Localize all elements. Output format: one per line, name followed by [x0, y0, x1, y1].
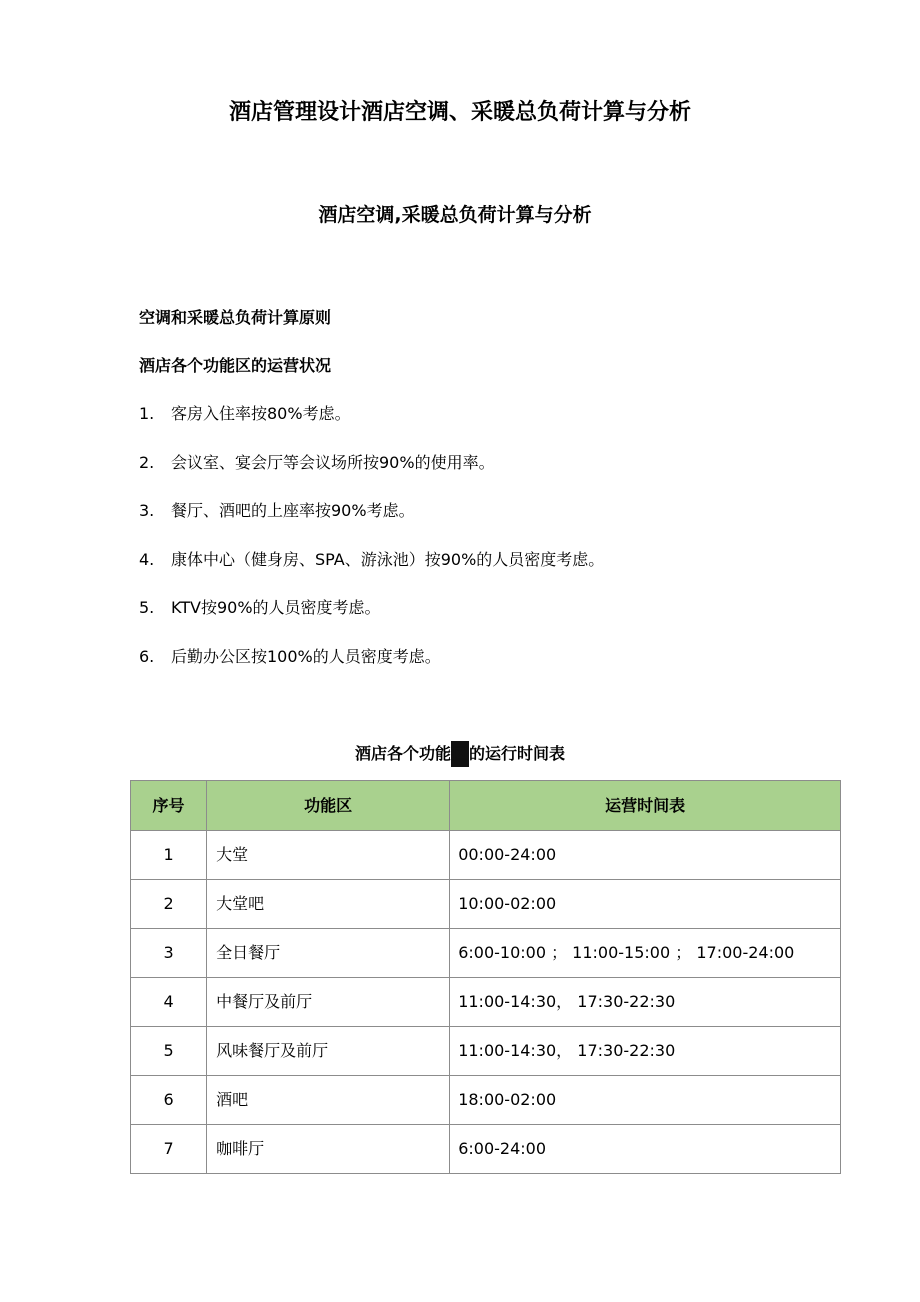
cell-time: 11:00-14:30， 17:30-22:30 [450, 1027, 841, 1076]
document-subtitle: 酒店空调,采暖总负荷计算与分析 [318, 204, 592, 226]
cell-area: 酒吧 [207, 1076, 450, 1125]
list-item-number: 3. [139, 501, 155, 521]
header-seq: 序号 [131, 781, 207, 831]
list-item-text: 后勤办公区按100%的人员密度考虑。 [171, 646, 441, 666]
table-row [131, 1125, 841, 1174]
document-title: 酒店管理设计酒店空调、采暖总负荷计算与分析 [228, 100, 691, 125]
cell-seq: 1 [131, 831, 207, 880]
operations-heading: 酒店各个功能区的运营状况 [139, 356, 332, 375]
list-item-text: 餐厅、酒吧的上座率按90%考虑。 [171, 501, 415, 521]
header-area: 功能区 [207, 781, 450, 831]
table-row [131, 1027, 841, 1076]
list-item-number: 2. [139, 452, 155, 472]
caption-text-end: 的运行时间表 [469, 744, 566, 763]
list-item-text: KTV按90%的人员密度考虑。 [171, 598, 381, 618]
cell-area: 中餐厅及前厅 [207, 978, 450, 1027]
list-item-number: 6. [139, 646, 155, 666]
cell-area: 风味餐厅及前厅 [207, 1027, 450, 1076]
cell-seq: 2 [131, 880, 207, 929]
cell-seq: 3 [131, 929, 207, 978]
operations-list [139, 402, 604, 694]
list-item-text: 客房入住率按80%考虑。 [171, 404, 351, 423]
table-row [131, 1076, 841, 1125]
cell-seq: 7 [131, 1125, 207, 1174]
cell-time: 6:00-10:00 ； 11:00-15:00 ； 17:00-24:00 [450, 929, 841, 978]
list-item [139, 596, 604, 645]
cell-time: 11:00-14:30， 17:30-22:30 [450, 978, 841, 1027]
cell-area: 大堂吧 [207, 880, 450, 929]
list-item [139, 548, 604, 597]
list-item-text: 康体中心（健身房、SPA、游泳池）按90%的人员密度考虑。 [171, 549, 605, 569]
cell-time: 18:00-02:00 [450, 1076, 841, 1125]
table-row [131, 880, 841, 929]
list-item [139, 402, 604, 451]
schedule-table [130, 780, 841, 1174]
list-item-number: 1. [139, 404, 155, 423]
list-item-number: 5. [139, 598, 155, 618]
cell-area: 咖啡厅 [207, 1125, 450, 1174]
list-item [139, 451, 604, 500]
cell-area: 全日餐厅 [207, 929, 450, 978]
list-item [139, 499, 604, 548]
principle-heading: 空调和采暖总负荷计算原则 [139, 308, 332, 327]
caption-text-start: 酒店各个功能 [354, 744, 451, 763]
table-row [131, 978, 841, 1027]
header-time: 运营时间表 [450, 781, 841, 831]
cell-seq: 4 [131, 978, 207, 1027]
cell-time: 10:00-02:00 [450, 880, 841, 929]
table-row [131, 929, 841, 978]
list-item-number: 4. [139, 549, 155, 569]
table-caption [0, 741, 920, 767]
caption-highlight-mark: 区 [451, 741, 469, 767]
cell-seq: 6 [131, 1076, 207, 1125]
cell-seq: 5 [131, 1027, 207, 1076]
cell-area: 大堂 [207, 831, 450, 880]
cell-time: 6:00-24:00 [450, 1125, 841, 1174]
table-row [131, 831, 841, 880]
cell-time: 00:00-24:00 [450, 831, 841, 880]
list-item-text: 会议室、宴会厅等会议场所按90%的使用率。 [171, 452, 495, 472]
list-item [139, 645, 604, 694]
table-header-row [131, 781, 841, 831]
